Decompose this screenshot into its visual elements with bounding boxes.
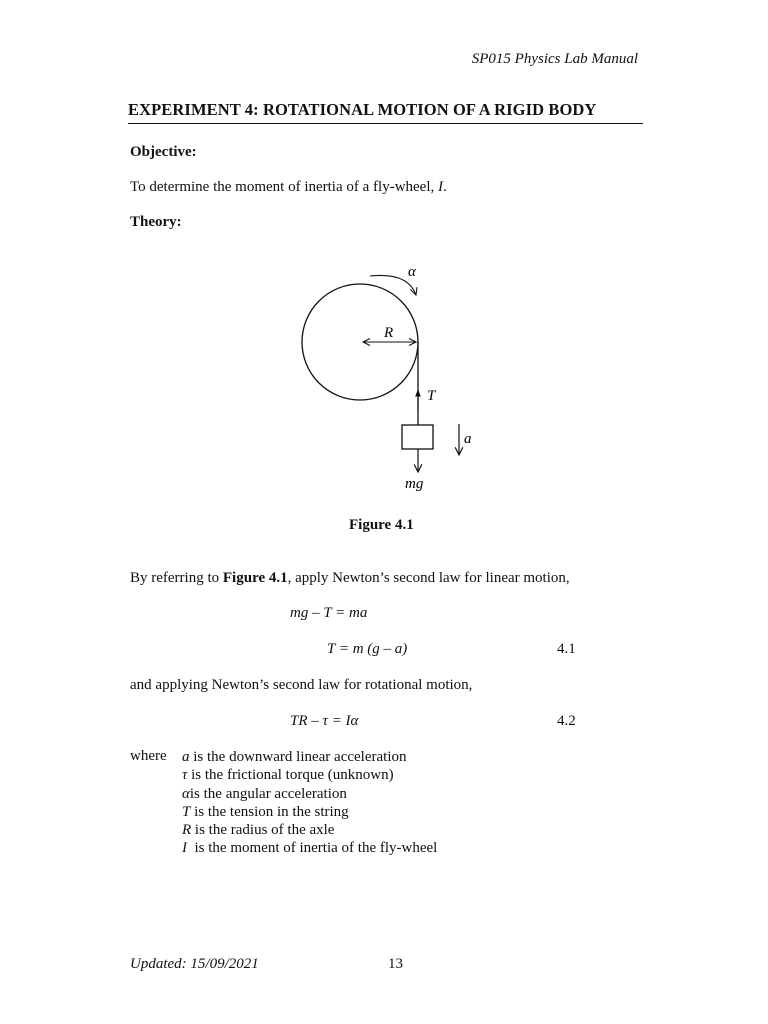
- paragraph-rotational: and applying Newton’s second law for rotational motion,: [130, 677, 473, 693]
- manual-title: SP015 Physics Lab Manual: [471, 51, 638, 67]
- objective-text: [130, 179, 447, 196]
- weight-label: mg: [405, 476, 424, 492]
- equation-rotational: TR – τ = Iα: [290, 713, 359, 729]
- definition-text: is the downward linear acceleration: [189, 749, 407, 765]
- equation-number-4-2: 4.2: [557, 713, 576, 729]
- where-label: where: [130, 748, 167, 764]
- definition-text: is the radius of the axle: [191, 822, 335, 839]
- definition-symbol: T: [182, 803, 191, 820]
- definition-symbol: R: [182, 822, 192, 839]
- figure-reference: Figure 4.1: [222, 570, 288, 586]
- page-number: 13: [388, 956, 403, 972]
- objective-heading: Objective:: [130, 144, 197, 160]
- experiment-title: EXPERIMENT 4: ROTATIONAL MOTION OF A RIGID BODY: [128, 100, 597, 119]
- paragraph-linear-suffix: , apply Newton’s second law for linear motion,: [287, 570, 570, 586]
- definition-item: [182, 803, 437, 821]
- definition-item: [182, 821, 437, 839]
- tension-label: T: [427, 388, 436, 404]
- definition-item: [182, 839, 437, 857]
- definition-item: [182, 785, 437, 803]
- equation-newton-linear: mg – T = ma: [290, 605, 368, 621]
- paragraph-linear: [130, 570, 570, 587]
- paragraph-linear-prefix: By referring to: [130, 570, 223, 586]
- definition-symbol: a: [182, 749, 190, 765]
- definitions-list: [182, 748, 437, 858]
- mass-block: [402, 425, 433, 449]
- objective-text-suffix: .: [443, 179, 447, 195]
- definition-symbol: I: [182, 840, 187, 857]
- figure-caption: Figure 4.1: [349, 517, 414, 533]
- objective-text-prefix: To determine the moment of inertia of a fly-wheel,: [130, 179, 439, 195]
- definition-symbol: τ: [182, 767, 188, 784]
- acceleration-label: a: [464, 431, 472, 447]
- theory-heading: Theory:: [130, 214, 182, 230]
- footer-updated-date: Updated: 15/09/2021: [130, 956, 259, 972]
- equation-number-4-1: 4.1: [557, 641, 576, 657]
- equation-tension: T = m (g – a): [327, 641, 408, 657]
- flywheel-figure: [290, 262, 490, 498]
- definition-symbol: α: [182, 785, 190, 802]
- definition-item: [182, 748, 437, 766]
- alpha-label: α: [408, 264, 416, 280]
- radius-label: R: [384, 325, 394, 341]
- definition-text: is the moment of inertia of the fly-wheel: [187, 840, 438, 857]
- title-underline: [128, 123, 643, 124]
- definition-text: is the angular acceleration: [189, 785, 347, 802]
- objective-symbol: I: [438, 179, 444, 195]
- definition-text: is the frictional torque (unknown): [187, 767, 394, 784]
- definition-text: is the tension in the string: [190, 803, 349, 820]
- definition-item: [182, 766, 437, 784]
